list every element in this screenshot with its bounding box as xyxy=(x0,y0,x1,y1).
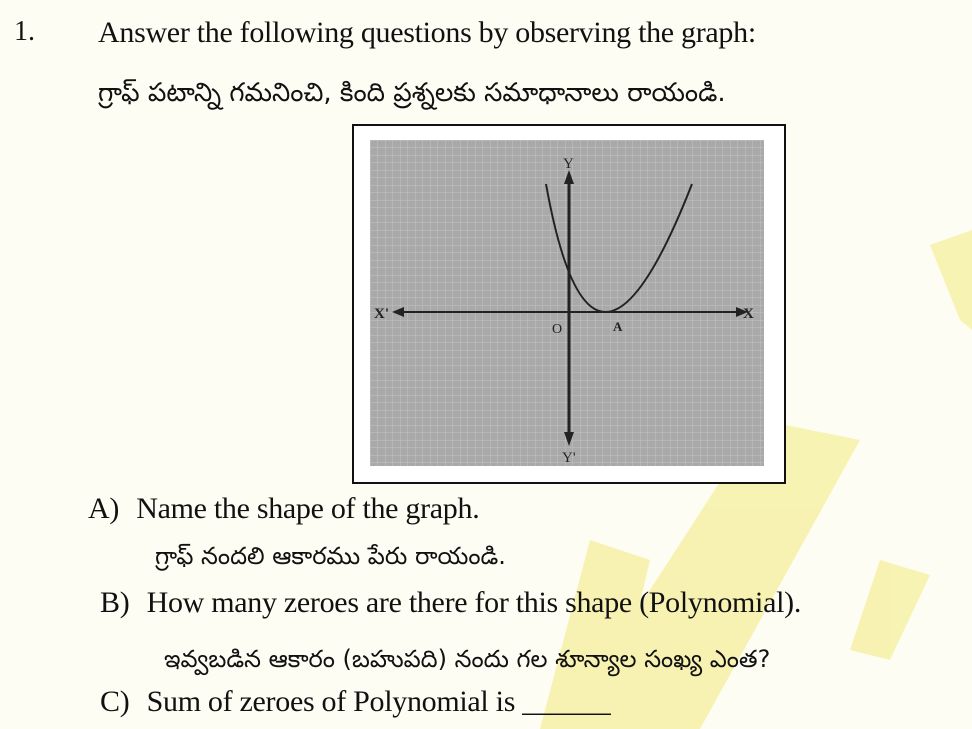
label-point-a: A xyxy=(613,319,623,334)
part-a-label: A) xyxy=(88,492,120,525)
label-x-prime: X' xyxy=(374,306,389,322)
label-y-prime: Y' xyxy=(562,450,576,466)
part-c-text: Sum of zeroes of Polynomial is ______ xyxy=(146,685,611,718)
part-c-english xyxy=(100,685,610,719)
question-title-english: Answer the following questions by observing the graph: xyxy=(98,16,756,49)
part-b-english xyxy=(100,586,801,620)
question-number: 1. xyxy=(14,16,35,47)
parabola-graph xyxy=(370,140,764,466)
part-a-english xyxy=(88,492,479,526)
graph-figure xyxy=(352,124,786,484)
part-b-telugu: ఇవ్వబడిన ఆకారం (బహుపది) నందు గల శూన్యాల సంఖ్య ఎంత? xyxy=(164,645,771,673)
label-x: X xyxy=(743,306,754,322)
part-b-label: B) xyxy=(100,586,130,619)
part-b-text: How many zeroes are there for this shape (Polynomial). xyxy=(146,586,802,619)
grid-lines xyxy=(370,140,764,466)
label-y: Y xyxy=(563,156,574,172)
question-title-telugu: గ్రాఫ్ పటాన్ని గమనించి, కింది ప్రశ్నలకు సమాధానాలు రాయండి. xyxy=(98,78,726,108)
label-origin: O xyxy=(552,322,563,337)
part-a-text: Name the shape of the graph. xyxy=(136,492,480,525)
part-c-label: C) xyxy=(100,685,130,718)
part-a-telugu: గ్రాఫ్ నందలి ఆకారము పేరు రాయండి. xyxy=(155,542,506,570)
